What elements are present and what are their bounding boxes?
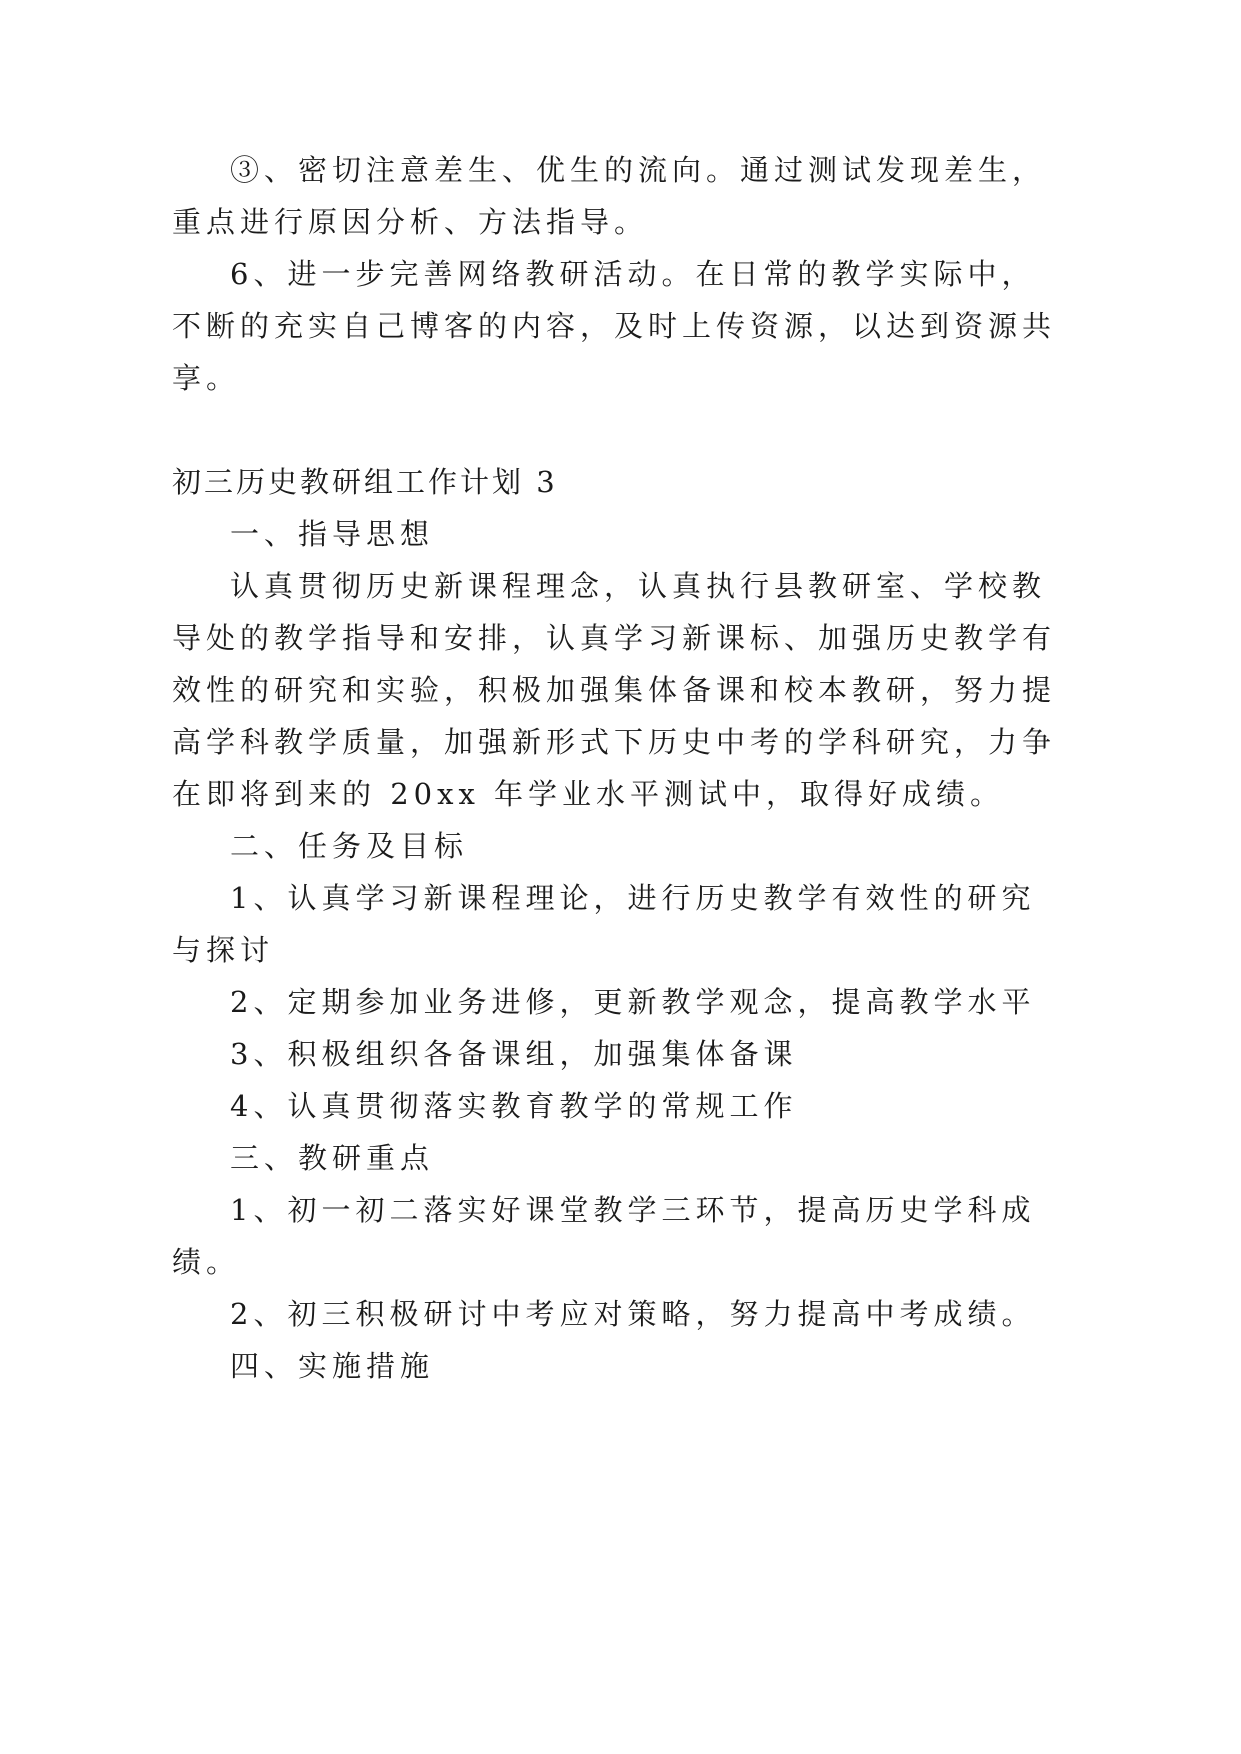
text-line-02: 重点进行原因分析、方法指导。 — [172, 205, 649, 239]
heading-guiding-ideology: 一、指导思想 — [230, 517, 435, 551]
text-line-17: 3、积极组织各备课组，加强集体备课 — [230, 1037, 798, 1071]
text-line-20: 1、初一初二落实好课堂教学三环节，提高历史学科成 — [230, 1193, 1036, 1227]
heading-research-focus: 三、教研重点 — [230, 1141, 435, 1175]
text-line-16: 2、定期参加业务进修，更新教学观念，提高教学水平 — [230, 985, 1036, 1019]
text-line-10: 效性的研究和实验，积极加强集体备课和校本教研，努力提 — [172, 673, 1057, 707]
text-line-08: 认真贯彻历史新课程理念，认真执行县教研室、学校教 — [230, 569, 1047, 603]
text-line-21: 绩。 — [172, 1245, 241, 1279]
text-line-01: ③、密切注意差生、优生的流向。通过测试发现差生， — [230, 153, 1047, 187]
heading-implementation-measures: 四、实施措施 — [230, 1349, 435, 1383]
text-line-12: 在即将到来的 20xx 年学业水平测试中，取得好成绩。 — [172, 777, 1005, 811]
text-line-14: 1、认真学习新课程理论，进行历史教学有效性的研究 — [230, 881, 1036, 915]
text-line-11: 高学科教学质量，加强新形式下历史中考的学科研究，力争 — [172, 725, 1057, 759]
text-line-09: 导处的教学指导和安排，认真学习新课标、加强历史教学有 — [172, 621, 1057, 655]
heading-tasks-goals: 二、任务及目标 — [230, 829, 469, 863]
section-title: 初三历史教研组工作计划 3 — [172, 465, 558, 499]
text-line-18: 4、认真贯彻落实教育教学的常规工作 — [230, 1089, 798, 1123]
text-line-22: 2、初三积极研讨中考应对策略，努力提高中考成绩。 — [230, 1297, 1036, 1331]
text-line-05: 享。 — [172, 361, 241, 395]
text-line-15: 与探讨 — [172, 933, 275, 967]
text-line-03: 6、进一步完善网络教研活动。在日常的教学实际中， — [230, 257, 1036, 291]
text-line-04: 不断的充实自己博客的内容，及时上传资源，以达到资源共 — [172, 309, 1057, 343]
